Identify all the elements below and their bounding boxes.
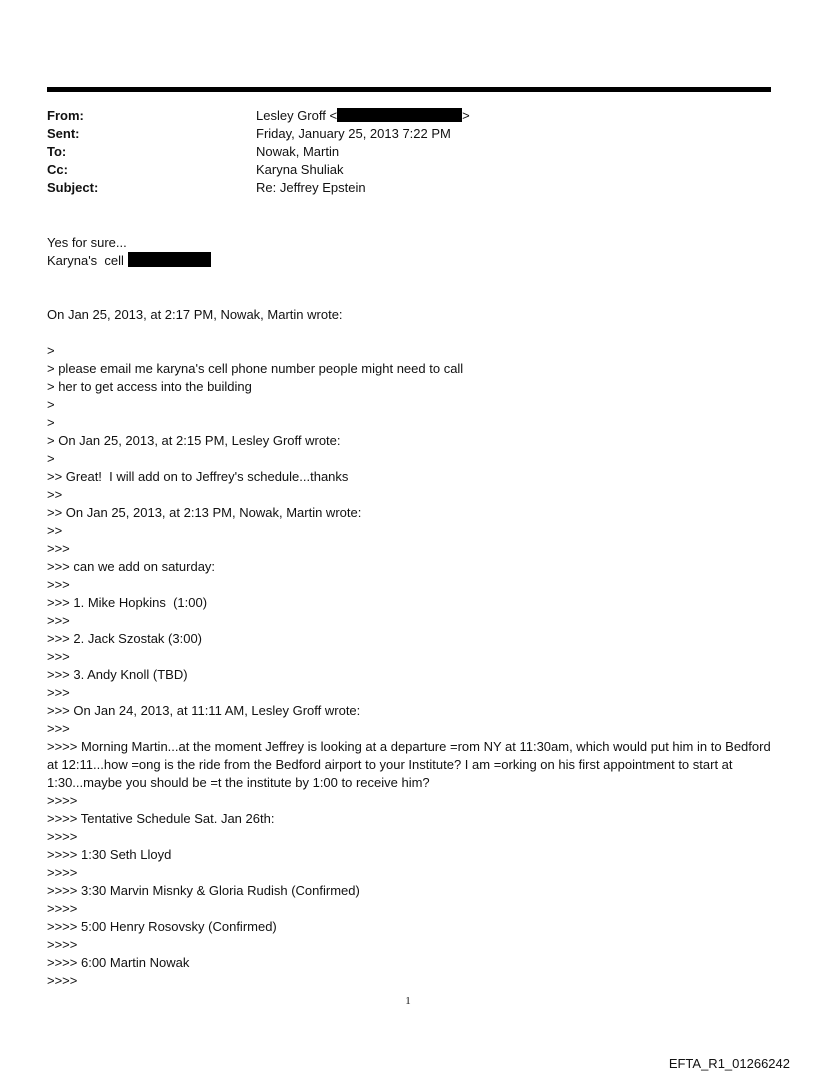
quoted-line: >>	[47, 487, 63, 502]
quoted-line: >>>> 3:30 Marvin Misnky & Gloria Rudish (Confirmed)	[47, 883, 360, 898]
cc-value: Karyna Shuliak	[256, 162, 344, 177]
quoted-line: > please email me karyna's cell phone number people might need to call	[47, 361, 464, 376]
quoted-line: >> On Jan 25, 2013, at 2:13 PM, Nowak, Martin wrote:	[47, 505, 362, 520]
quoted-line: >> Great! I will add on to Jeffrey's schedule...thanks	[47, 469, 349, 484]
spacer	[47, 288, 777, 306]
from-value	[256, 107, 470, 125]
quoted-line: >>>	[47, 685, 70, 700]
quoted-line: >>>	[47, 613, 70, 628]
quoted-line: >>>>	[47, 937, 78, 952]
quoted-line: >>> 1. Mike Hopkins (1:00)	[47, 595, 208, 610]
quoted-line: >>> On Jan 24, 2013, at 11:11 AM, Lesley Groff wrote:	[47, 703, 361, 718]
cc-label: Cc:	[47, 162, 68, 177]
page-number: 1	[405, 995, 411, 1007]
quoted-line: > her to get access into the building	[47, 379, 252, 394]
quoted-line: >>>	[47, 649, 70, 664]
quoted-line: >	[47, 415, 55, 430]
quoted-line	[47, 324, 777, 342]
quoted-line: > On Jan 25, 2013, at 2:15 PM, Lesley Groff wrote:	[47, 433, 341, 448]
reply-line-1: Yes for sure...	[47, 235, 127, 250]
quoted-line: >>> can we add on saturday:	[47, 559, 216, 574]
quoted-line: >>>	[47, 541, 70, 556]
quoted-line: >	[47, 343, 55, 358]
quoted-line: >>> 2. Jack Szostak (3:00)	[47, 631, 202, 646]
quoted-line: >>>> Morning Martin...at the moment Jeffrey is looking at a departure =rom NY at 11:30am, which would put him in to Bedford at 12:11...how =ong is the ride from the Bedford airport to your Institute? I am =orking on his first appointment to start at 1:30...maybe you should be =t the institute by 1:00 to receive him?	[47, 739, 771, 790]
quoted-line: >	[47, 451, 55, 466]
quoted-line: >>>	[47, 721, 70, 736]
from-name: Lesley Groff <	[256, 108, 338, 123]
from-bracket: >	[462, 108, 470, 123]
quoted-line: >>>> 5:00 Henry Rosovsky (Confirmed)	[47, 919, 277, 934]
reply-line-2	[47, 252, 777, 270]
to-label: To:	[47, 144, 67, 159]
quoted-line: >>>> 6:00 Martin Nowak	[47, 955, 190, 970]
cell-label: Karyna's cell	[47, 253, 124, 268]
email-body	[47, 234, 777, 990]
quoted-line: >>>>	[47, 973, 78, 988]
quoted-line: >>>>	[47, 793, 78, 808]
quoted-line: >>>>	[47, 829, 78, 844]
quoted-line: On Jan 25, 2013, at 2:17 PM, Nowak, Martin wrote:	[47, 307, 343, 322]
sent-value: Friday, January 25, 2013 7:22 PM	[256, 126, 451, 141]
redaction-box	[128, 252, 211, 267]
sent-label: Sent:	[47, 126, 80, 141]
quoted-line: >>> 3. Andy Knoll (TBD)	[47, 667, 188, 682]
quoted-line: >>	[47, 523, 63, 538]
from-label: From:	[47, 108, 84, 123]
quoted-line: >	[47, 397, 55, 412]
quoted-line: >>>> 1:30 Seth Lloyd	[47, 847, 172, 862]
spacer	[47, 270, 777, 288]
redaction-box	[337, 108, 462, 122]
to-value: Nowak, Martin	[256, 144, 340, 159]
quoted-line: >>>	[47, 577, 70, 592]
quoted-line: >>>> Tentative Schedule Sat. Jan 26th:	[47, 811, 275, 826]
quoted-thread	[47, 306, 777, 990]
quoted-line: >>>>	[47, 865, 78, 880]
header-rule	[47, 87, 771, 92]
document-id: EFTA_R1_01266242	[668, 1056, 790, 1071]
quoted-line: >>>>	[47, 901, 78, 916]
subject-label: Subject:	[47, 180, 99, 195]
subject-value: Re: Jeffrey Epstein	[256, 180, 366, 195]
